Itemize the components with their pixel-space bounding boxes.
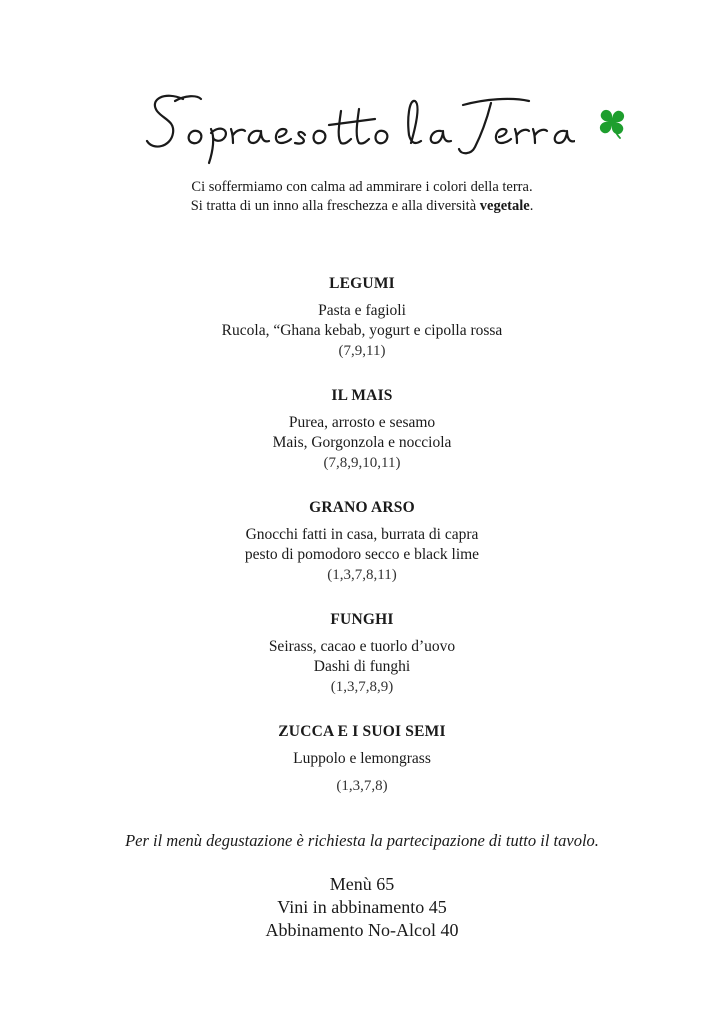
intro-line-2-bold: vegetale xyxy=(479,198,530,214)
dish-item: Gnocchi fatti in casa, burrata di capra xyxy=(245,526,479,543)
menu-section-grano-arso xyxy=(0,498,724,585)
section-title: ZUCCA E I SUOI SEMI xyxy=(278,723,446,740)
menu-section-legumi xyxy=(0,274,724,361)
dish-item: Purea, arrosto e sesamo xyxy=(288,414,436,431)
allergens-list: (1,3,7,8,9) xyxy=(330,679,394,695)
dish-list xyxy=(0,525,724,585)
price-no-alcohol-pairing: Abbinamento No-Alcol 40 xyxy=(265,920,459,940)
dish-item: Seirass, cacao e tuorlo d’uovo xyxy=(268,638,456,655)
script-title-logo xyxy=(145,85,575,165)
price-list xyxy=(0,873,724,942)
dish-list xyxy=(0,749,724,796)
dish-item: Dashi di funghi xyxy=(313,658,411,675)
intro-line-2-suffix: . xyxy=(529,198,534,214)
tasting-menu-note: Per il menù degustazione è richiesta la partecipazione di tutto il tavolo. xyxy=(125,831,599,850)
four-leaf-clover-icon xyxy=(594,105,630,141)
dish-list xyxy=(0,413,724,473)
section-title: GRANO ARSO xyxy=(309,499,415,516)
menu-section-zucca xyxy=(0,722,724,796)
intro-text xyxy=(0,178,724,216)
intro-line-1: Ci soffermiamo con calma ad ammirare i colori della terra. xyxy=(191,179,533,195)
intro-line-2-prefix: Si tratta di un inno alla freschezza e alla diversità xyxy=(190,198,480,214)
menu-section-funghi xyxy=(0,610,724,697)
title-block xyxy=(0,85,724,165)
intro-line-2 xyxy=(0,197,724,216)
section-title: IL MAIS xyxy=(331,387,393,404)
allergens-list: (1,3,7,8,11) xyxy=(327,567,397,583)
dish-list xyxy=(0,301,724,361)
menu-section-il-mais xyxy=(0,386,724,473)
section-title: FUNGHI xyxy=(330,611,394,628)
price-wine-pairing: Vini in abbinamento 45 xyxy=(277,897,447,917)
dish-item: Luppolo e lemongrass xyxy=(293,750,431,767)
dish-item: Rucola, “Ghana kebab, yogurt e cipolla rossa xyxy=(221,322,503,339)
price-menu: Menù 65 xyxy=(329,874,395,894)
dish-item: pesto di pomodoro secco e black lime xyxy=(244,546,480,563)
section-title: LEGUMI xyxy=(329,275,395,292)
dish-list xyxy=(0,637,724,697)
allergens-list: (1,3,7,8) xyxy=(336,778,388,794)
allergens-list: (7,9,11) xyxy=(338,343,386,359)
allergens-list: (7,8,9,10,11) xyxy=(323,455,401,471)
dish-item: Pasta e fagioli xyxy=(318,302,406,319)
dish-item: Mais, Gorgonzola e nocciola xyxy=(272,434,452,451)
